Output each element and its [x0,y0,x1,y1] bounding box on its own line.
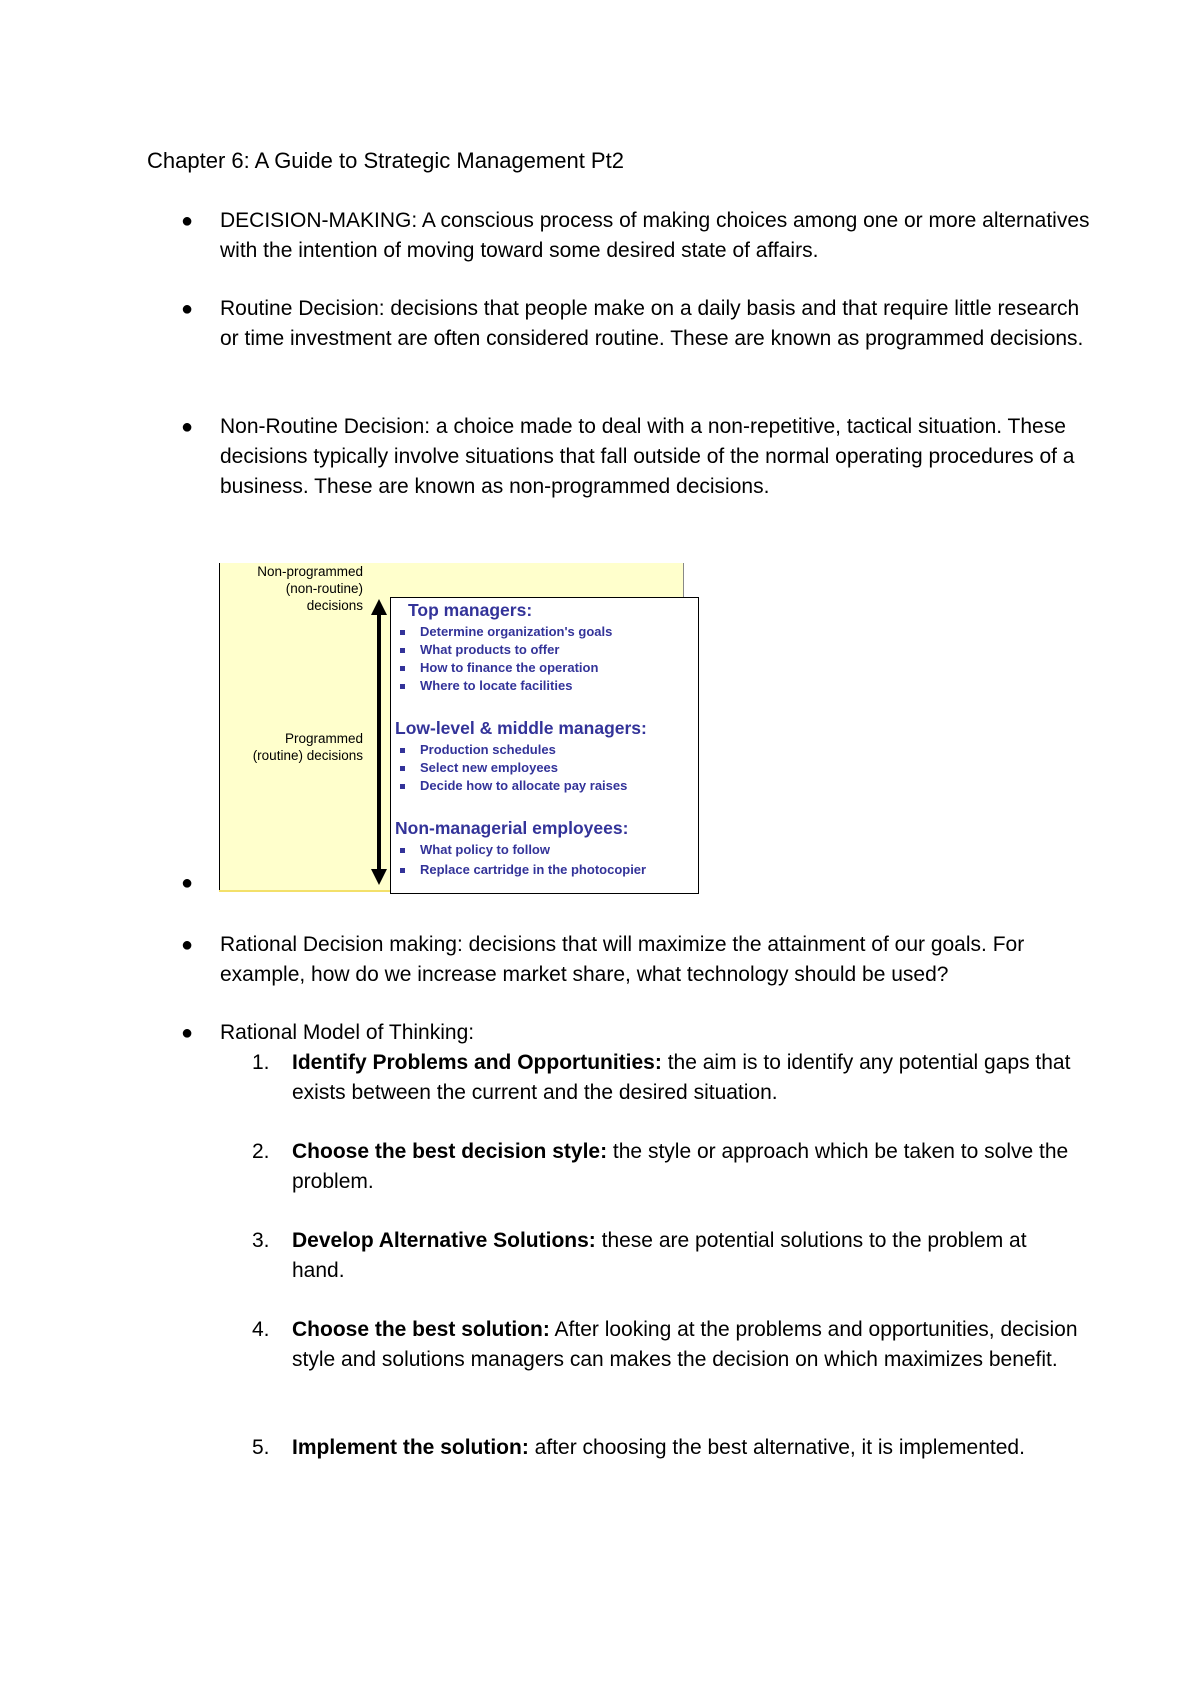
square-bullet-icon [400,666,405,671]
programmed-label: Programmed (routine) decisions [252,731,363,763]
list-item: What policy to follow [420,842,550,857]
step-description: the aim is to identify any potential gaps that exists between the current and the desired situation. [292,1051,1071,1104]
bullet-icon: ● [180,934,194,956]
step-label: Choose the best solution: [292,1318,550,1341]
step-label: Implement the solution: [292,1436,529,1459]
bullet-text: Non-Routine Decision: a choice made to deal with a non-repetitive, tactical situation. These decisions typically involve situations that fall outside of the normal operating procedures of a business. These are known as non-programmed decisions. [220,415,1075,498]
step-text [292,1137,1082,1197]
bullet-text: Routine Decision: decisions that people make on a daily basis and that require little research or time investment are often considered routine. These are known as programmed decisions. [220,297,1084,350]
step-number: 4. [252,1318,270,1341]
non-managerial-heading: Non-managerial employees: [395,818,629,838]
square-bullet-icon [400,684,405,689]
bullet-text: Rational Model of Thinking: [220,1021,475,1044]
list-item: What products to offer [420,642,560,657]
list-item: Replace cartridge in the photocopier [420,862,647,877]
step-text [292,1433,1082,1463]
top-managers-heading: Top managers: [408,600,533,620]
list-item: How to finance the operation [420,660,599,675]
list-item: Determine organization's goals [420,624,613,639]
bullet-text: Rational Decision making: decisions that will maximize the attainment of our goals. For example, how do we increase market share, what technology should be used? [220,933,1025,986]
step-label: Choose the best decision style: [292,1140,608,1163]
non-programmed-label: Non-programmed (non-routine) decisions [257,564,363,613]
step-number: 3. [252,1229,270,1252]
bullet-icon: ● [180,1022,194,1044]
step-text [292,1048,1082,1108]
step-label: Identify Problems and Opportunities: [292,1051,662,1074]
managers-box [390,597,699,894]
list-item: Production schedules [420,742,556,757]
step-description: these are potential solutions to the problem at hand. [292,1229,1027,1282]
square-bullet-icon [400,648,405,653]
step-number: 1. [252,1051,270,1074]
step-description: After looking at the problems and opportunities, decision style and solutions managers can makes the decision on which maximizes benefit. [292,1318,1078,1371]
double-arrow-icon [369,597,389,887]
bullet-icon: ● [180,210,194,232]
step-text [292,1315,1082,1375]
square-bullet-icon [400,748,405,753]
bullet-icon: ● [180,872,194,894]
decision-levels-diagram [219,563,699,893]
step-number: 5. [252,1436,270,1459]
square-bullet-icon [400,766,405,771]
list-item: Where to locate facilities [420,678,573,693]
middle-managers-heading: Low-level & middle managers: [395,718,647,738]
step-description: the style or approach which be taken to solve the problem. [292,1140,1069,1193]
square-bullet-icon [400,630,405,635]
square-bullet-icon [400,848,405,853]
step-label: Develop Alternative Solutions: [292,1229,596,1252]
step-text [292,1226,1082,1286]
step-number: 2. [252,1140,270,1163]
page-title: Chapter 6: A Guide to Strategic Management Pt2 [147,148,624,173]
bullet-icon: ● [180,416,194,438]
step-description: after choosing the best alternative, it is implemented. [528,1436,1025,1459]
list-item: Select new employees [420,760,559,775]
bullet-text: DECISION-MAKING: A conscious process of making choices among one or more alternatives with the intention of moving toward some desired state of affairs. [220,209,1090,262]
square-bullet-icon [400,784,405,789]
bullet-icon: ● [180,298,194,320]
list-item: Decide how to allocate pay raises [420,778,628,793]
square-bullet-icon [400,868,405,873]
